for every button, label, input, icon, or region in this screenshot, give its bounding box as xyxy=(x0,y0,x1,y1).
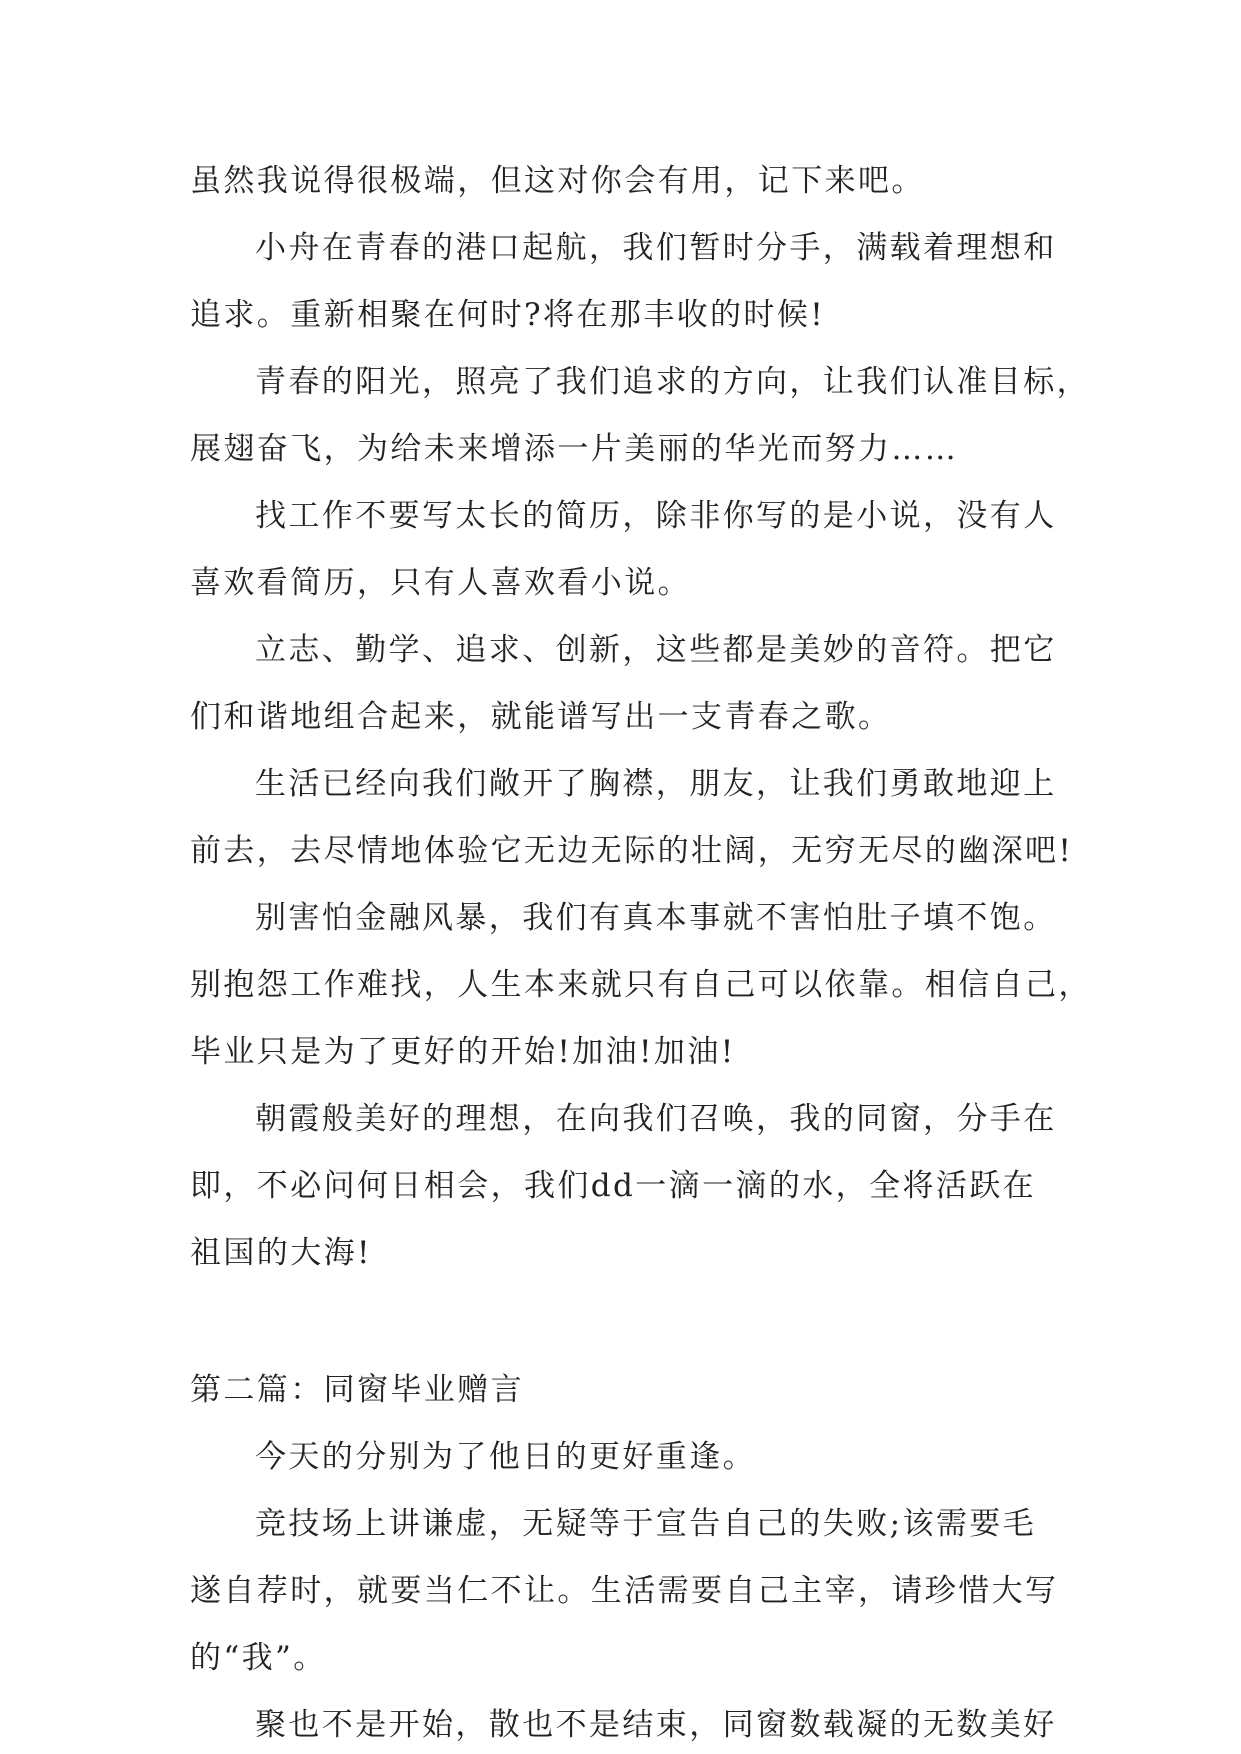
text-line: 毕业只是为了更好的开始!加油!加油! xyxy=(190,1034,736,1070)
section-spacer xyxy=(190,1272,1056,1372)
paragraph-first-line: 今天的分别为了他日的更好重逢。 xyxy=(255,1439,756,1475)
text-line: 展翅奋飞，为给未来增添一片美丽的华光而努力…… xyxy=(190,431,959,467)
text-line: 祖国的大海! xyxy=(190,1235,372,1271)
text-line: 们和谐地组合起来，就能谱写出一支青春之歌。 xyxy=(190,699,892,735)
paragraph-first-line: 小舟在青春的港口起航，我们暂时分手，满载着理想和 xyxy=(255,230,1057,266)
text-line: 的“我”。 xyxy=(190,1640,327,1676)
paragraph-first-line: 朝霞般美好的理想，在向我们召唤，我的同窗，分手在 xyxy=(255,1101,1057,1137)
section-heading: 第二篇：同窗毕业赠言 xyxy=(190,1372,524,1408)
paragraph-first-line: 聚也不是开始，散也不是结束，同窗数载凝的无数美好 xyxy=(255,1707,1057,1743)
paragraph-first-line: 立志、勤学、追求、创新，这些都是美妙的音符。把它 xyxy=(255,632,1057,668)
text-line: 即，不必问何日相会，我们dd一滴一滴的水，全将活跃在 xyxy=(190,1168,1037,1204)
text-line: 虽然我说得很极端，但这对你会有用，记下来吧。 xyxy=(190,163,925,199)
text-line: 追求。重新相聚在何时?将在那丰收的时候! xyxy=(190,297,826,333)
text-line: 喜欢看简历，只有人喜欢看小说。 xyxy=(190,565,691,601)
paragraph-first-line: 别害怕金融风暴，我们有真本事就不害怕肚子填不饱。 xyxy=(255,900,1057,936)
text-line: 别抱怨工作难找，人生本来就只有自己可以依靠。相信自己， xyxy=(190,967,1092,1003)
text-line: 前去，去尽情地体验它无边无际的壮阔，无穷无尽的幽深吧! xyxy=(190,833,1074,869)
text-line: 遂自荐时，就要当仁不让。生活需要自己主宰，请珍惜大写 xyxy=(190,1573,1059,1609)
paragraph-first-line: 竞技场上讲谦虚，无疑等于宣告自己的失败;该需要毛 xyxy=(255,1506,1037,1542)
paragraph-first-line: 青春的阳光，照亮了我们追求的方向，让我们认准目标， xyxy=(255,364,1090,400)
paragraph-first-line: 生活已经向我们敞开了胸襟，朋友，让我们勇敢地迎上 xyxy=(255,766,1057,802)
paragraph-first-line: 找工作不要写太长的简历，除非你写的是小说，没有人 xyxy=(255,498,1057,534)
